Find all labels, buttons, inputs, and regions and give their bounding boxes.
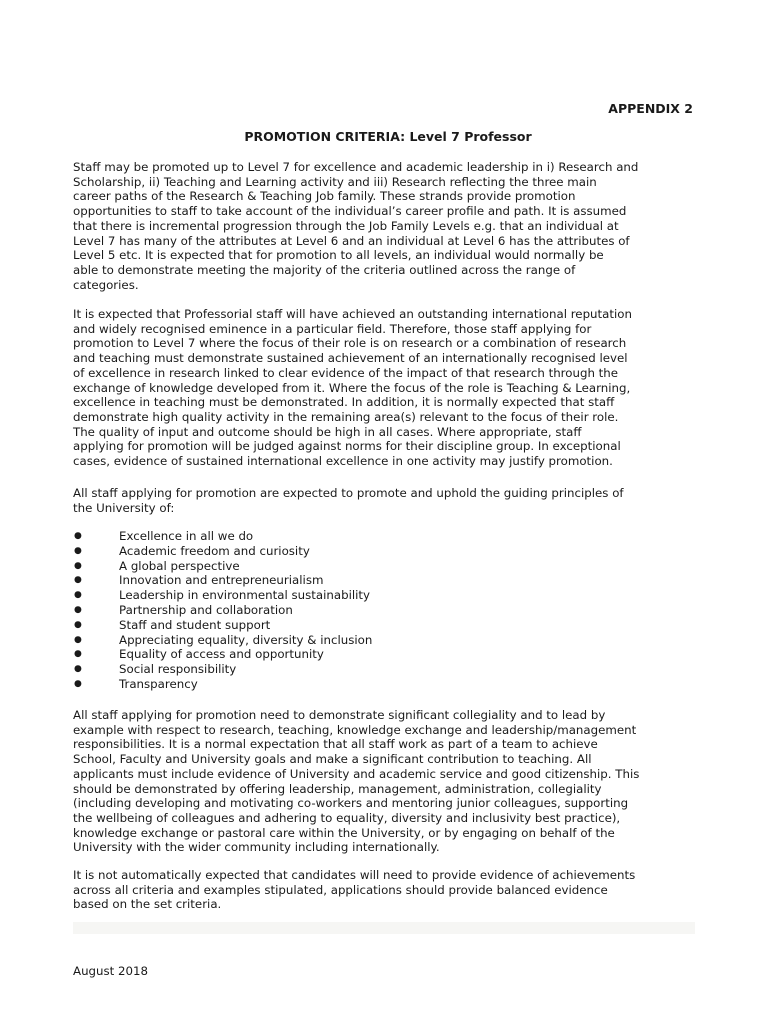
list-item: ● Academic freedom and curiosity [74, 543, 310, 558]
paragraph-guiding-principles-intro: All staff applying for promotion are expected to promote and uphold the guiding principles of the University of: [73, 486, 624, 515]
bullet-icon: ● [74, 590, 82, 601]
list-item: ● Appreciating equality, diversity & inclusion [74, 632, 373, 647]
bullet-icon: ● [74, 545, 82, 556]
bullet-icon: ● [74, 619, 82, 630]
footer-date: August 2018 [73, 964, 149, 978]
appendix-label: APPENDIX 2 [608, 101, 693, 116]
bullet-icon: ● [74, 560, 82, 571]
list-item: ● Equality of access and opportunity [74, 647, 324, 662]
paragraph-promotion-levels: Staff may be promoted up to Level 7 for excellence and academic leadership in i) Research and Scholarship, ii) Teaching and Learning activity and iii) Research reflecting the three main career paths of the Research & Teaching Job family. These strands provide promotion opportunities to staff to take account of the individual’s career profile and path. It is assumed that there is incremental progression through the Job Family Levels e.g. that an individual at Level 7 has many of the attributes at Level 6 and an individual at Level 6 has the attributes of Level 5 etc. It is expected that for promotion to all levels, an individual would normally be able to demonstrate meeting the majority of the criteria outlined across the range of categories. [73, 160, 639, 292]
document-title: PROMOTION CRITERIA: Level 7 Professor [244, 129, 532, 144]
bullet-icon: ● [74, 634, 82, 645]
bullet-icon: ● [74, 531, 82, 541]
bullet-icon: ● [74, 664, 82, 675]
list-item: ● Social responsibility [74, 662, 237, 677]
guiding-principles-list [73, 529, 703, 692]
list-item: ● Leadership in environmental sustainability [74, 588, 371, 603]
list-item: ● Excellence in all we do [74, 529, 254, 543]
list-item: ● Staff and student support [74, 617, 271, 632]
list-item: ● A global perspective [74, 558, 240, 573]
list-item: ● Transparency [74, 676, 198, 691]
shaded-divider [73, 922, 695, 934]
bullet-icon: ● [74, 575, 82, 586]
list-item: ● Innovation and entrepreneurialism [74, 573, 324, 588]
paragraph-collegiality: All staff applying for promotion need to demonstrate significant collegiality and to lead by example with respect to research, teaching, knowledge exchange and leadership/management responsibilities. It is a normal expectation that all staff work as part of a team to achieve School, Faculty and University goals and make a significant contribution to teaching. All applicants must include evidence of University and academic service and good citizenship. This should be demonstrated by offering leadership, management, administration, collegiality (including developing and motivating co-workers and mentoring junior colleagues, supporting the wellbeing of colleagues and adhering to equality, diversity and inclusivity best practice), knowledge exchange or pastoral care within the University, or by engaging on behalf of the University with the wider community including internationally. [73, 708, 640, 855]
paragraph-balanced-evidence: It is not automatically expected that candidates will need to provide evidence of achievements across all criteria and examples stipulated, applications should provide balanced evidence based on the set criteria. [73, 868, 636, 912]
paragraph-professorial-expectations: It is expected that Professorial staff will have achieved an outstanding international reputation and widely recognised eminence in a particular field. Therefore, those staff applying for promotion to Level 7 where the focus of their role is on research or a combination of research and teaching must demonstrate sustained achievement of an internationally recognised level of excellence in research linked to clear evidence of the impact of that research through the exchange of knowledge developed from it. Where the focus of the role is Teaching & Learning, excellence in teaching must be demonstrated. In addition, it is normally expected that staff demonstrate high quality activity in the remaining area(s) relevant to the focus of their role. The quality of input and outcome should be high in all cases. Where appropriate, staff applying for promotion will be judged against norms for their discipline group. In exceptional cases, evidence of sustained international excellence in one activity may justify promotion. [73, 307, 632, 469]
bullet-icon: ● [74, 678, 82, 689]
bullet-icon: ● [74, 649, 82, 660]
list-item: ● Partnership and collaboration [74, 602, 293, 617]
bullet-icon: ● [74, 604, 82, 615]
